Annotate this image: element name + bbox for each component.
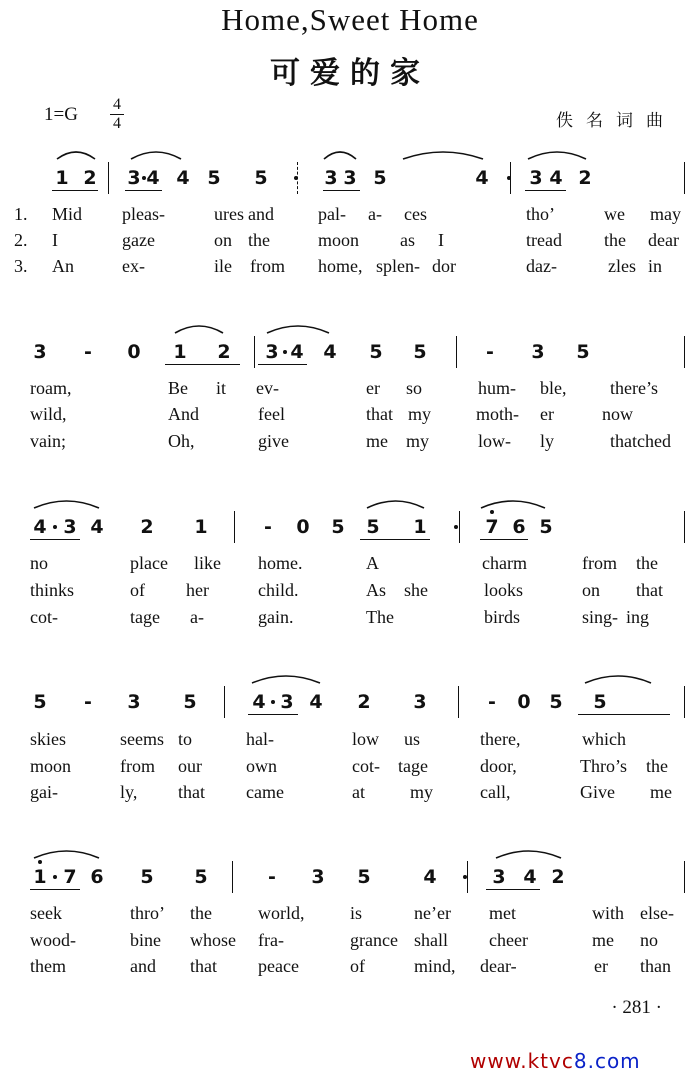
lyric-syllable: from <box>120 756 155 776</box>
jianpu-note: 7 <box>63 866 77 888</box>
lyric-syllable: vain; <box>30 431 66 451</box>
augmentation-dot <box>271 700 275 704</box>
lyric-syllable: cot- <box>30 607 58 627</box>
eighth-underline <box>525 190 566 191</box>
jianpu-note: 4 <box>323 341 337 363</box>
jianpu-note: 4 <box>549 167 563 189</box>
lyric-syllable: pal- <box>318 204 346 224</box>
verse-number: 3. <box>14 256 28 276</box>
barline <box>254 336 255 368</box>
lyric-syllable: as <box>400 230 415 250</box>
augmentation-dot <box>142 176 146 180</box>
jianpu-note: 5 <box>373 167 387 189</box>
lyric-syllable: my <box>406 431 430 451</box>
lyric-syllable: low- <box>478 431 511 451</box>
song-title-chinese: 可爱的家 <box>270 56 430 91</box>
lyric-syllable: dor <box>432 256 456 276</box>
eighth-underline <box>165 364 240 365</box>
lyric-syllable: er <box>594 956 608 976</box>
lyric-syllable: mind, <box>414 956 456 976</box>
lyric-syllable: may <box>650 204 681 224</box>
lyric-syllable: A <box>366 553 379 573</box>
sustain-dash: - <box>268 866 276 888</box>
eighth-underline <box>480 539 528 540</box>
slur-arc <box>480 497 546 509</box>
lyric-syllable: me <box>366 431 388 451</box>
jianpu-note: 5 <box>576 341 590 363</box>
barline <box>108 162 109 194</box>
jianpu-note: 5 <box>194 866 208 888</box>
lyric-syllable: charm <box>482 553 527 573</box>
slur-arc <box>130 148 182 160</box>
lyric-syllable: thinks <box>30 580 75 600</box>
watermark-logo: www.ktvc8.com <box>470 1049 641 1073</box>
slur-arc <box>266 322 330 334</box>
lyric-syllable: me <box>592 930 614 950</box>
jianpu-note: 2 <box>140 516 154 538</box>
jianpu-note: 5 <box>140 866 154 888</box>
lyric-syllable: grance <box>350 930 398 950</box>
jianpu-note: 3 <box>280 691 294 713</box>
lyric-syllable: door, <box>480 756 517 776</box>
lyric-syllable: tread <box>526 230 562 250</box>
time-signature-top: 4 <box>113 96 121 113</box>
barline <box>456 336 457 368</box>
jianpu-note: 4 <box>475 167 489 189</box>
lyric-syllable: met <box>489 903 516 923</box>
jianpu-note: 4 <box>423 866 437 888</box>
credit-line: 佚名词曲 <box>556 111 676 131</box>
jianpu-note: 0 <box>296 516 310 538</box>
jianpu-note: 4 <box>90 516 104 538</box>
eighth-underline <box>578 714 670 715</box>
lyric-syllable: me <box>650 782 672 802</box>
jianpu-note: 4 <box>33 516 47 538</box>
lyric-syllable: place <box>130 553 168 573</box>
jianpu-note: 1 <box>55 167 69 189</box>
lyric-syllable: dear <box>648 230 679 250</box>
lyric-syllable: a- <box>190 607 204 627</box>
lyric-syllable: gai- <box>30 782 58 802</box>
jianpu-note: 6 <box>512 516 526 538</box>
slur-arc <box>33 847 100 859</box>
jianpu-note: 5 <box>549 691 563 713</box>
barline <box>232 861 233 893</box>
lyric-syllable: zles <box>608 256 636 276</box>
lyric-syllable: ly <box>540 431 555 451</box>
lyric-syllable: my <box>408 404 432 424</box>
lyric-syllable: moon <box>30 756 72 776</box>
sustain-dash: - <box>488 691 496 713</box>
lyric-syllable: ex- <box>122 256 145 276</box>
verse-number: 1. <box>14 204 28 224</box>
lyric-syllable: ures <box>214 204 244 224</box>
eighth-underline <box>248 714 298 715</box>
jianpu-note: 5 <box>331 516 345 538</box>
jianpu-note: 1 <box>173 341 187 363</box>
lyric-syllable: that <box>636 580 663 600</box>
jianpu-note: 3 <box>413 691 427 713</box>
lyric-syllable: our <box>178 756 202 776</box>
lyric-syllable: skies <box>30 729 66 749</box>
lyric-syllable: of <box>130 580 145 600</box>
high-octave-dot <box>38 860 42 864</box>
jianpu-note: 5 <box>369 341 383 363</box>
jianpu-note: 4 <box>176 167 190 189</box>
lyric-syllable: low <box>352 729 379 749</box>
lyric-syllable: Be <box>168 378 188 398</box>
lyric-syllable: gain. <box>258 607 294 627</box>
lyric-syllable: roam, <box>30 378 72 398</box>
sustain-dash: - <box>84 691 92 713</box>
barline <box>684 861 685 893</box>
lyric-syllable: I <box>52 230 58 250</box>
lyric-syllable: that <box>178 782 205 802</box>
augmentation-dot <box>283 350 287 354</box>
jianpu-note: 2 <box>83 167 97 189</box>
lyric-syllable: looks <box>484 580 524 600</box>
lyric-syllable: wild, <box>30 404 67 424</box>
jianpu-note: 6 <box>90 866 104 888</box>
jianpu-note: 2 <box>217 341 231 363</box>
lyric-syllable: the <box>248 230 270 250</box>
lyric-syllable: in <box>648 256 663 276</box>
jianpu-note: 5 <box>207 167 221 189</box>
eighth-underline <box>125 190 162 191</box>
lyric-syllable: ble, <box>540 378 567 398</box>
jianpu-note: 4 <box>252 691 266 713</box>
verse-number: 2. <box>14 230 28 250</box>
eighth-underline <box>30 539 80 540</box>
barline <box>224 686 225 718</box>
jianpu-note: 4 <box>146 167 160 189</box>
lyric-syllable: Give <box>580 782 615 802</box>
lyric-syllable: Thro’s <box>580 756 627 776</box>
lyric-syllable: gaze <box>122 230 155 250</box>
lyric-syllable: world, <box>258 903 305 923</box>
barline <box>458 686 459 718</box>
lyric-syllable: like <box>194 553 221 573</box>
jianpu-note: 5 <box>33 691 47 713</box>
slur-arc <box>56 148 96 160</box>
lyric-syllable: moon <box>318 230 360 250</box>
lyric-syllable: now <box>602 404 633 424</box>
lyric-syllable: er <box>366 378 380 398</box>
lyric-syllable: feel <box>258 404 285 424</box>
jianpu-note: 3 <box>311 866 325 888</box>
lyric-syllable: shall <box>414 930 448 950</box>
eighth-underline <box>360 539 430 540</box>
lyric-syllable: home. <box>258 553 303 573</box>
lyric-syllable: ces <box>404 204 427 224</box>
lyric-syllable: of <box>350 956 365 976</box>
slur-arc <box>584 672 652 684</box>
barline <box>467 861 468 893</box>
lyric-syllable: it <box>216 378 227 398</box>
lyric-syllable: pleas- <box>122 204 165 224</box>
lyric-syllable: so <box>406 378 423 398</box>
sustain-dash: - <box>84 341 92 363</box>
lyric-syllable: wood- <box>30 930 76 950</box>
slur-arc <box>323 148 357 160</box>
lyric-syllable: the <box>646 756 668 776</box>
barline <box>510 162 511 194</box>
lyric-syllable: thatched <box>610 431 671 451</box>
lyric-syllable: we <box>604 204 625 224</box>
lyric-syllable: bine <box>130 930 161 950</box>
jianpu-note: 5 <box>539 516 553 538</box>
lyric-syllable: with <box>592 903 625 923</box>
lyric-syllable: than <box>640 956 671 976</box>
jianpu-note: 3 <box>127 691 141 713</box>
eighth-underline <box>258 364 307 365</box>
lyric-syllable: The <box>366 607 394 627</box>
time-signature-bottom: 4 <box>113 115 121 132</box>
jianpu-note: 5 <box>593 691 607 713</box>
lyric-syllable: else- <box>640 903 674 923</box>
lyric-syllable: peace <box>258 956 299 976</box>
lyric-syllable: Mid <box>52 204 83 224</box>
lyric-syllable: tho’ <box>526 204 555 224</box>
lyric-syllable: there, <box>480 729 521 749</box>
slur-arc <box>33 497 100 509</box>
lyric-syllable: that <box>366 404 393 424</box>
lyric-syllable: ev- <box>256 378 279 398</box>
high-octave-dot <box>490 510 494 514</box>
lyric-syllable: seems <box>120 729 164 749</box>
lyric-syllable: An <box>52 256 74 276</box>
lyric-syllable: ly, <box>120 782 138 802</box>
augmentation-dot <box>463 875 467 879</box>
lyric-syllable: Oh, <box>168 431 195 451</box>
barline <box>234 511 235 543</box>
lyric-syllable: daz- <box>526 256 557 276</box>
jianpu-note: 4 <box>290 341 304 363</box>
jianpu-note: 2 <box>357 691 371 713</box>
eighth-underline <box>486 889 540 890</box>
jianpu-note: 1 <box>194 516 208 538</box>
jianpu-note: 5 <box>413 341 427 363</box>
key-signature: 1=G <box>44 104 78 125</box>
eighth-underline <box>323 190 360 191</box>
song-title-english: Home,Sweet Home <box>221 2 479 37</box>
lyric-syllable: seek <box>30 903 62 923</box>
lyric-syllable: thro’ <box>130 903 165 923</box>
augmentation-dot <box>53 525 57 529</box>
lyric-syllable: hum- <box>478 378 516 398</box>
lyric-syllable: And <box>168 404 199 424</box>
lyric-syllable: home, <box>318 256 363 276</box>
jianpu-note: 3 <box>529 167 543 189</box>
jianpu-note: 3 <box>324 167 338 189</box>
lyric-syllable: from <box>250 256 285 276</box>
lyric-syllable: no <box>30 553 48 573</box>
lyric-syllable: from <box>582 553 617 573</box>
lyric-syllable: er <box>540 404 554 424</box>
augmentation-dot <box>454 525 458 529</box>
barline <box>684 162 685 194</box>
barline <box>459 511 460 543</box>
lyric-syllable: give <box>258 431 289 451</box>
lyric-syllable: my <box>410 782 434 802</box>
lyric-syllable: own <box>246 756 277 776</box>
lyric-syllable: the <box>190 903 212 923</box>
lyric-syllable: there’s <box>610 378 658 398</box>
jianpu-note: 3 <box>33 341 47 363</box>
eighth-underline <box>52 190 98 191</box>
jianpu-note: 3 <box>127 167 141 189</box>
lyric-syllable: ile <box>214 256 232 276</box>
lyric-syllable: no <box>640 930 658 950</box>
lyric-syllable: birds <box>484 607 520 627</box>
lyric-syllable: on <box>582 580 600 600</box>
lyric-syllable: at <box>352 782 365 802</box>
lyric-syllable: to <box>178 729 193 749</box>
jianpu-note: 5 <box>183 691 197 713</box>
lyric-syllable: ing <box>626 607 650 627</box>
time-signature <box>110 96 124 133</box>
jianpu-note: 2 <box>551 866 565 888</box>
jianpu-note: 3 <box>63 516 77 538</box>
jianpu-note: 5 <box>254 167 268 189</box>
jianpu-note: 0 <box>127 341 141 363</box>
jianpu-note: 1 <box>33 866 47 888</box>
slur-arc <box>527 148 587 160</box>
barline <box>684 336 685 368</box>
slur-arc <box>402 148 484 160</box>
lyric-syllable: cot- <box>352 756 380 776</box>
lyric-syllable: fra- <box>258 930 284 950</box>
lyric-syllable: tage <box>398 756 428 776</box>
lyric-syllable: tage <box>130 607 160 627</box>
lyric-syllable: sing- <box>582 607 618 627</box>
lyric-syllable: her <box>186 580 209 600</box>
lyric-syllable: ne’er <box>414 903 451 923</box>
jianpu-note: 5 <box>366 516 380 538</box>
jianpu-note: 0 <box>517 691 531 713</box>
jianpu-note: 3 <box>531 341 545 363</box>
lyric-syllable: is <box>350 903 363 923</box>
lyric-syllable: child. <box>258 580 299 600</box>
jianpu-note: 7 <box>485 516 499 538</box>
lyric-syllable: came <box>246 782 284 802</box>
jianpu-note: 3 <box>265 341 279 363</box>
jianpu-note: 3 <box>343 167 357 189</box>
lyric-syllable: cheer <box>489 930 528 950</box>
jianpu-note: 3 <box>492 866 506 888</box>
lyric-syllable: As <box>366 580 387 600</box>
lyric-syllable: which <box>582 729 626 749</box>
jianpu-note: 4 <box>309 691 323 713</box>
lyric-syllable: moth- <box>476 404 519 424</box>
augmentation-dot <box>53 875 57 879</box>
slur-arc <box>366 497 425 509</box>
jianpu-note: 1 <box>413 516 427 538</box>
lyric-syllable: splen- <box>376 256 420 276</box>
barline <box>684 686 685 718</box>
slur-arc <box>174 322 224 334</box>
lyric-syllable: she <box>404 580 428 600</box>
jianpu-note: 2 <box>578 167 592 189</box>
lyric-syllable: I <box>438 230 444 250</box>
jianpu-note: 4 <box>523 866 537 888</box>
lyric-syllable: whose <box>190 930 236 950</box>
lyric-syllable: them <box>30 956 66 976</box>
lyric-syllable: that <box>190 956 217 976</box>
sustain-dash: - <box>486 341 494 363</box>
lyric-syllable: and <box>248 204 274 224</box>
lyric-syllable: us <box>404 729 421 749</box>
barline <box>684 511 685 543</box>
lyric-syllable: call, <box>480 782 511 802</box>
sustain-dash: - <box>264 516 272 538</box>
slur-arc <box>251 672 321 684</box>
page-number: · 281 · <box>611 997 662 1018</box>
jianpu-note: 5 <box>357 866 371 888</box>
eighth-underline <box>30 889 80 890</box>
lyric-syllable: the <box>636 553 658 573</box>
lyric-syllable: the <box>604 230 626 250</box>
barline <box>297 162 298 194</box>
lyric-syllable: on <box>214 230 232 250</box>
lyric-syllable: and <box>130 956 156 976</box>
lyric-syllable: a- <box>368 204 382 224</box>
slur-arc <box>495 847 562 859</box>
lyric-syllable: hal- <box>246 729 274 749</box>
lyric-syllable: dear- <box>480 956 517 976</box>
